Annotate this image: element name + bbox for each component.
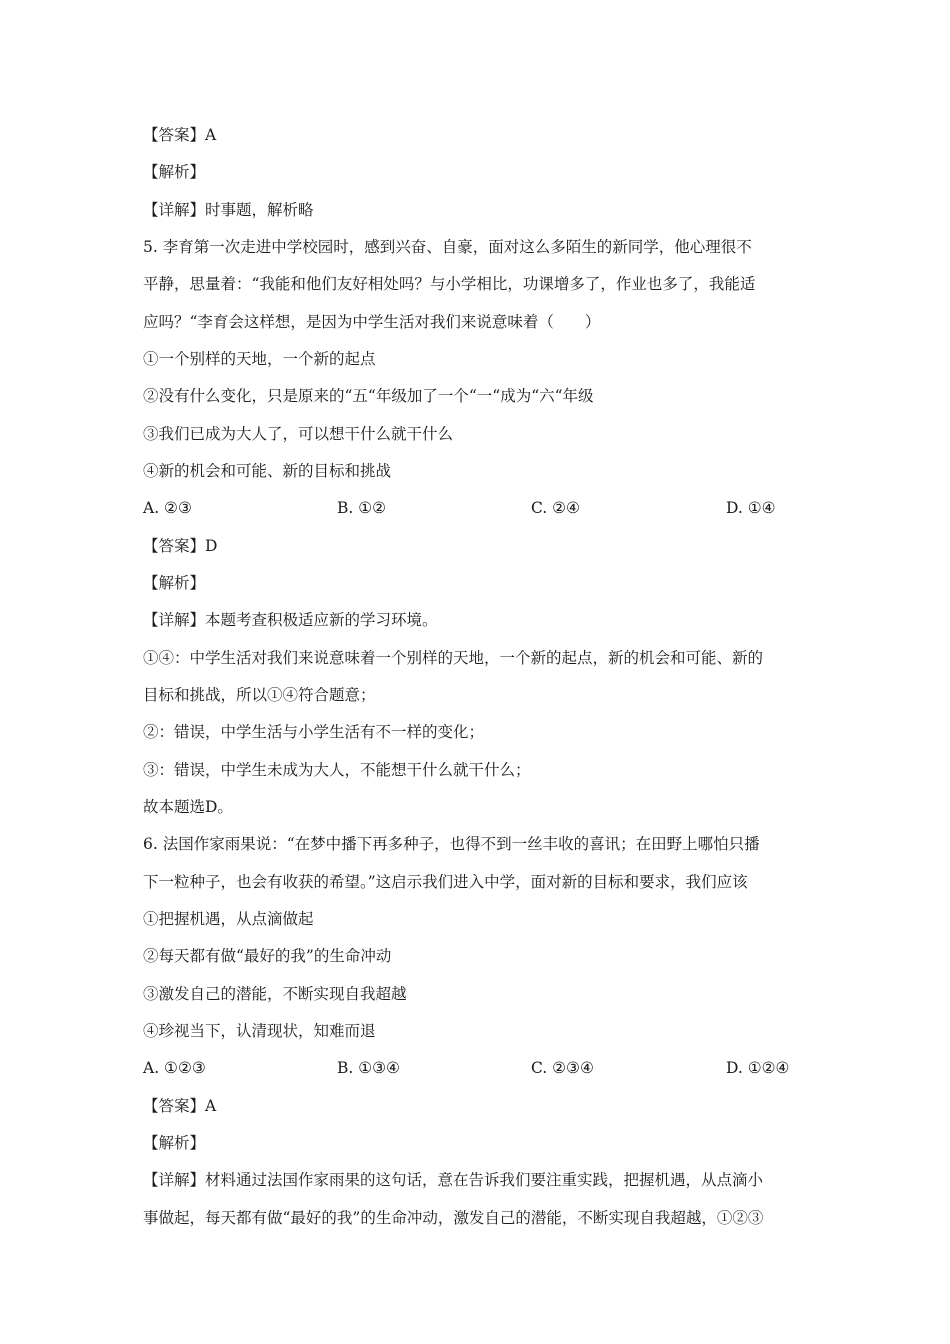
answer-label: 【答案】A [143, 1097, 217, 1115]
option-c: C. ②③④ [531, 1059, 594, 1077]
question-6-item: ①把握机遇，从点滴做起 [143, 910, 314, 928]
option-c: C. ②④ [531, 499, 580, 517]
analysis-label: 【解析】 [143, 1134, 206, 1152]
question-5-item: ④新的机会和可能、新的目标和挑战 [143, 462, 392, 480]
question-5-stem-line: 5. 李育第一次走进中学校园时，感到兴奋、自豪，面对这么多陌生的新同学，他心理很不 [143, 238, 752, 256]
question-6-item: ③激发自己的潜能，不断实现自我超越 [143, 985, 407, 1003]
question-6-options [143, 1058, 823, 1078]
question-6-stem-line: 6. 法国作家雨果说：“在梦中播下再多种子，也得不到一丝丰收的喜讯；在田野上哪怕只播 [143, 835, 760, 853]
question-5-stem-line: 平静，思量着：“我能和他们友好相处吗？与小学相比，功课增多了，作业也多了，我能适 [143, 275, 756, 293]
detail-text: 目标和挑战，所以①④符合题意； [143, 686, 376, 704]
detail-text: 【详解】时事题，解析略 [143, 201, 314, 219]
option-a: A. ②③ [143, 499, 192, 517]
question-6-stem-line: 下一粒种子，也会有收获的希望。”这启示我们进入中学，面对新的目标和要求，我们应该 [143, 873, 748, 891]
detail-text: 事做起，每天都有做“最好的我”的生命冲动，激发自己的潜能，不断实现自我超越，①②③ [143, 1209, 764, 1227]
question-5-item: ②没有什么变化，只是原来的“五“年级加了一个“一“成为“六“年级 [143, 387, 594, 405]
question-6-item: ④珍视当下，认清现状，知难而退 [143, 1022, 376, 1040]
question-5-item: ①一个别样的天地，一个新的起点 [143, 350, 376, 368]
question-6-item: ②每天都有做“最好的我”的生命冲动 [143, 947, 392, 965]
answer-label: 【答案】A [143, 126, 217, 144]
analysis-label: 【解析】 [143, 163, 206, 181]
detail-text: ③：错误，中学生未成为大人，不能想干什么就干什么； [143, 761, 531, 779]
detail-text: 【详解】材料通过法国作家雨果的这句话，意在告诉我们要注重实践，把握机遇，从点滴小 [143, 1171, 764, 1189]
detail-text: ②：错误，中学生活与小学生活有不一样的变化； [143, 723, 485, 741]
answer-label: 【答案】D [143, 537, 218, 555]
question-5-options [143, 498, 823, 518]
option-a: A. ①②③ [143, 1059, 206, 1077]
option-b: B. ①② [337, 499, 387, 517]
question-5-stem-line: 应吗？“李育会这样想，是因为中学生活对我们来说意味着（ ） [143, 313, 601, 331]
detail-text: 故本题选D。 [143, 798, 233, 816]
option-b: B. ①③④ [337, 1059, 400, 1077]
analysis-label: 【解析】 [143, 574, 206, 592]
option-d: D. ①②④ [726, 1059, 790, 1077]
detail-text: ①④：中学生活对我们来说意味着一个别样的天地，一个新的起点，新的机会和可能、新的 [143, 649, 764, 667]
option-d: D. ①④ [726, 499, 776, 517]
detail-text: 【详解】本题考查积极适应新的学习环境。 [143, 611, 438, 629]
question-5-item: ③我们已成为大人了，可以想干什么就干什么 [143, 425, 454, 443]
